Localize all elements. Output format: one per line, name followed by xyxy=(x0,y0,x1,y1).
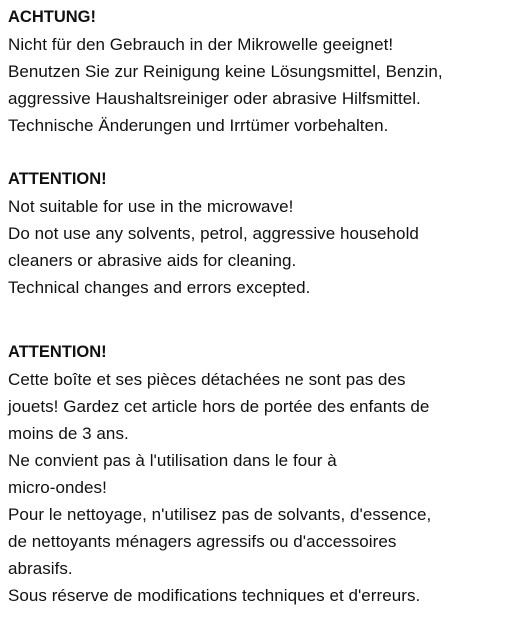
text-line: Not suitable for use in the microwave! xyxy=(8,197,294,216)
text-line: Pour le nettoyage, n'utilisez pas de solvants, d'essence, xyxy=(8,505,432,524)
section-heading: ATTENTION! xyxy=(8,170,107,188)
text-line: moins de 3 ans. xyxy=(8,424,129,443)
warning-section-german xyxy=(8,4,513,139)
text-line: aggressive Haushaltsreiniger oder abrasive Hilfsmittel. xyxy=(8,89,421,108)
section-heading: ATTENTION! xyxy=(8,343,107,361)
text-line: abrasifs. xyxy=(8,559,73,578)
section-heading: ACHTUNG! xyxy=(8,8,96,26)
warning-document xyxy=(8,4,513,609)
text-line: cleaners or abrasive aids for cleaning. xyxy=(8,251,297,270)
text-line: Benutzen Sie zur Reinigung keine Lösungsmittel, Benzin, xyxy=(8,62,443,81)
text-line: Technical changes and errors excepted. xyxy=(8,278,311,297)
text-line: Technische Änderungen und Irrtümer vorbehalten. xyxy=(8,116,389,135)
text-line: Nicht für den Gebrauch in der Mikrowelle geeignet! xyxy=(8,35,394,54)
warning-section-french xyxy=(8,339,513,609)
text-line: jouets! Gardez cet article hors de portée des enfants de xyxy=(8,397,430,416)
text-line: micro-ondes! xyxy=(8,478,107,497)
text-line: Do not use any solvents, petrol, aggressive household xyxy=(8,224,419,243)
text-line: Cette boîte et ses pièces détachées ne sont pas des xyxy=(8,370,406,389)
text-line: Ne convient pas à l'utilisation dans le four à xyxy=(8,451,337,470)
text-line: Sous réserve de modifications techniques et d'erreurs. xyxy=(8,586,421,605)
warning-section-english xyxy=(8,166,513,301)
text-line: de nettoyants ménagers agressifs ou d'accessoires xyxy=(8,532,397,551)
